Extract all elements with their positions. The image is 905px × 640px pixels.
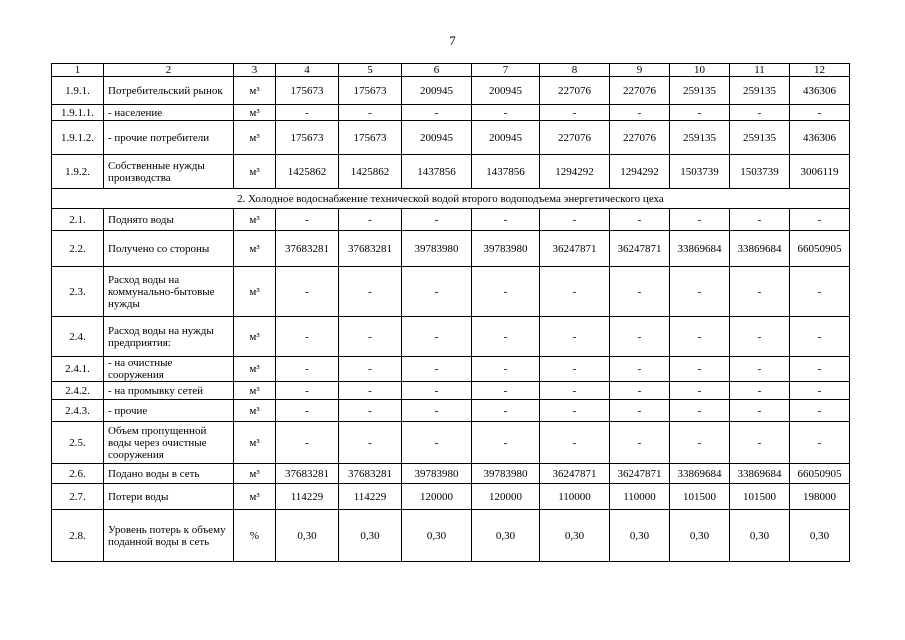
value-cell: 37683281 (276, 464, 339, 484)
row-unit: м³ (234, 400, 276, 422)
value-cell: - (730, 317, 790, 357)
value-cell: - (610, 267, 670, 317)
value-cell: 36247871 (540, 464, 610, 484)
header-cell: 9 (610, 64, 670, 77)
value-cell: - (790, 382, 850, 400)
table-row (52, 121, 850, 155)
table-row (52, 400, 850, 422)
header-cell: 5 (339, 64, 402, 77)
data-table (51, 63, 850, 562)
value-cell: 1425862 (339, 155, 402, 189)
row-name: Поднято воды (104, 209, 234, 231)
value-cell: - (540, 400, 610, 422)
value-cell: 66050905 (790, 231, 850, 267)
value-cell: - (402, 422, 472, 464)
row-name: Расход воды на нужды предприятия: (104, 317, 234, 357)
header-cell: 8 (540, 64, 610, 77)
value-cell: - (670, 357, 730, 382)
value-cell: 39783980 (402, 231, 472, 267)
row-name: Получено со стороны (104, 231, 234, 267)
value-cell: 227076 (540, 77, 610, 105)
value-cell: 37683281 (339, 464, 402, 484)
value-cell: - (540, 357, 610, 382)
value-cell: - (730, 422, 790, 464)
value-cell: - (402, 400, 472, 422)
value-cell: - (670, 422, 730, 464)
row-number: 1.9.1.2. (52, 121, 104, 155)
row-unit: % (234, 510, 276, 562)
row-unit: м³ (234, 105, 276, 121)
row-name: Собственные нужды производства (104, 155, 234, 189)
value-cell: 436306 (790, 121, 850, 155)
table-row (52, 422, 850, 464)
value-cell: 1503739 (670, 155, 730, 189)
value-cell: - (670, 105, 730, 121)
value-cell: - (472, 209, 540, 231)
page-number: 7 (449, 33, 456, 48)
row-name: Объем пропущенной воды через очистные сооружения (104, 422, 234, 464)
value-cell: 0,30 (730, 510, 790, 562)
value-cell: - (402, 317, 472, 357)
value-cell: - (790, 209, 850, 231)
row-number: 2.2. (52, 231, 104, 267)
row-unit: м³ (234, 382, 276, 400)
value-cell: 101500 (730, 484, 790, 510)
value-cell: - (670, 317, 730, 357)
value-cell: - (610, 209, 670, 231)
value-cell: 120000 (402, 484, 472, 510)
value-cell: 175673 (276, 77, 339, 105)
row-unit: м³ (234, 77, 276, 105)
row-unit: м³ (234, 155, 276, 189)
value-cell: 1425862 (276, 155, 339, 189)
value-cell: - (790, 105, 850, 121)
value-cell: - (790, 400, 850, 422)
row-number: 2.3. (52, 267, 104, 317)
value-cell: - (276, 357, 339, 382)
value-cell: 3006119 (790, 155, 850, 189)
value-cell: 120000 (472, 484, 540, 510)
header-cell: 6 (402, 64, 472, 77)
value-cell: - (472, 422, 540, 464)
value-cell: - (670, 209, 730, 231)
header-cell: 3 (234, 64, 276, 77)
value-cell: 39783980 (472, 464, 540, 484)
value-cell: 0,30 (339, 510, 402, 562)
value-cell: - (540, 317, 610, 357)
value-cell: - (790, 317, 850, 357)
value-cell: 0,30 (472, 510, 540, 562)
value-cell: - (276, 105, 339, 121)
value-cell: - (339, 209, 402, 231)
value-cell: 1503739 (730, 155, 790, 189)
value-cell: 114229 (339, 484, 402, 510)
value-cell: - (276, 209, 339, 231)
header-row (52, 64, 850, 77)
value-cell: - (402, 105, 472, 121)
header-cell: 2 (104, 64, 234, 77)
header-cell: 7 (472, 64, 540, 77)
value-cell: - (610, 382, 670, 400)
value-cell: - (339, 105, 402, 121)
value-cell: 227076 (610, 121, 670, 155)
value-cell: 175673 (276, 121, 339, 155)
row-unit: м³ (234, 317, 276, 357)
table-row (52, 357, 850, 382)
value-cell: - (339, 382, 402, 400)
value-cell: - (472, 400, 540, 422)
header-cell: 11 (730, 64, 790, 77)
value-cell: - (276, 317, 339, 357)
row-unit: м³ (234, 484, 276, 510)
value-cell: 200945 (472, 77, 540, 105)
value-cell: - (472, 382, 540, 400)
value-cell: 200945 (402, 77, 472, 105)
value-cell: - (276, 267, 339, 317)
value-cell: 36247871 (610, 231, 670, 267)
row-unit: м³ (234, 464, 276, 484)
value-cell: 227076 (610, 77, 670, 105)
value-cell: - (730, 267, 790, 317)
value-cell: 36247871 (540, 231, 610, 267)
header-cell: 10 (670, 64, 730, 77)
value-cell: - (402, 209, 472, 231)
value-cell: 175673 (339, 121, 402, 155)
row-name: - прочие (104, 400, 234, 422)
row-name: Расход воды на коммунально-бытовые нужды (104, 267, 234, 317)
row-number: 1.9.1. (52, 77, 104, 105)
header-cell: 12 (790, 64, 850, 77)
value-cell: 1437856 (402, 155, 472, 189)
value-cell: - (540, 382, 610, 400)
row-name: Потребительский рынок (104, 77, 234, 105)
value-cell: 436306 (790, 77, 850, 105)
value-cell: - (402, 267, 472, 317)
row-number: 2.5. (52, 422, 104, 464)
value-cell: 0,30 (610, 510, 670, 562)
value-cell: - (472, 357, 540, 382)
value-cell: 39783980 (402, 464, 472, 484)
value-cell: - (472, 105, 540, 121)
value-cell: 1294292 (610, 155, 670, 189)
value-cell: 200945 (472, 121, 540, 155)
value-cell: - (472, 267, 540, 317)
table-row (52, 317, 850, 357)
value-cell: - (730, 105, 790, 121)
table-row (52, 510, 850, 562)
value-cell: - (540, 209, 610, 231)
value-cell: - (610, 357, 670, 382)
row-unit: м³ (234, 121, 276, 155)
value-cell: - (730, 357, 790, 382)
value-cell: - (339, 400, 402, 422)
value-cell: - (276, 422, 339, 464)
value-cell: 200945 (402, 121, 472, 155)
row-unit: м³ (234, 209, 276, 231)
value-cell: 0,30 (670, 510, 730, 562)
table-row (52, 231, 850, 267)
value-cell: - (276, 382, 339, 400)
row-name: Уровень потерь к объему поданной воды в сеть (104, 510, 234, 562)
value-cell: - (730, 382, 790, 400)
value-cell: 259135 (730, 77, 790, 105)
value-cell: 39783980 (472, 231, 540, 267)
row-number: 2.8. (52, 510, 104, 562)
value-cell: 66050905 (790, 464, 850, 484)
value-cell: - (472, 317, 540, 357)
row-name: - население (104, 105, 234, 121)
value-cell: - (339, 267, 402, 317)
value-cell: 37683281 (339, 231, 402, 267)
value-cell: 33869684 (670, 231, 730, 267)
row-number: 2.7. (52, 484, 104, 510)
row-number: 2.4.1. (52, 357, 104, 382)
value-cell: - (730, 400, 790, 422)
table-row (52, 105, 850, 121)
row-name: - прочие потребители (104, 121, 234, 155)
value-cell: 36247871 (610, 464, 670, 484)
value-cell: - (790, 357, 850, 382)
table-row (52, 77, 850, 105)
value-cell: - (402, 382, 472, 400)
value-cell: - (790, 422, 850, 464)
row-name: Потери воды (104, 484, 234, 510)
row-number: 2.4.2. (52, 382, 104, 400)
value-cell: - (339, 317, 402, 357)
row-number: 1.9.1.1. (52, 105, 104, 121)
value-cell: 0,30 (402, 510, 472, 562)
value-cell: - (339, 357, 402, 382)
value-cell: 175673 (339, 77, 402, 105)
value-cell: - (540, 267, 610, 317)
table-row (52, 382, 850, 400)
table-row (52, 209, 850, 231)
section-row (52, 189, 850, 209)
value-cell: - (540, 105, 610, 121)
row-unit: м³ (234, 231, 276, 267)
value-cell: 259135 (670, 77, 730, 105)
header-cell: 4 (276, 64, 339, 77)
value-cell: 227076 (540, 121, 610, 155)
row-number: 1.9.2. (52, 155, 104, 189)
value-cell: 0,30 (540, 510, 610, 562)
value-cell: - (339, 422, 402, 464)
value-cell: 259135 (670, 121, 730, 155)
value-cell: - (540, 422, 610, 464)
value-cell: 33869684 (670, 464, 730, 484)
table-row (52, 267, 850, 317)
value-cell: - (610, 422, 670, 464)
value-cell: 0,30 (276, 510, 339, 562)
value-cell: - (670, 400, 730, 422)
row-unit: м³ (234, 357, 276, 382)
value-cell: 33869684 (730, 231, 790, 267)
table-row (52, 484, 850, 510)
row-number: 2.1. (52, 209, 104, 231)
table-row (52, 155, 850, 189)
value-cell: - (670, 267, 730, 317)
row-unit: м³ (234, 267, 276, 317)
value-cell: - (730, 209, 790, 231)
value-cell: - (790, 267, 850, 317)
value-cell: - (670, 382, 730, 400)
value-cell: - (610, 317, 670, 357)
row-name: - на очистные сооружения (104, 357, 234, 382)
value-cell: 37683281 (276, 231, 339, 267)
row-unit: м³ (234, 422, 276, 464)
value-cell: 259135 (730, 121, 790, 155)
value-cell: 110000 (540, 484, 610, 510)
header-cell: 1 (52, 64, 104, 77)
value-cell: 110000 (610, 484, 670, 510)
value-cell: 198000 (790, 484, 850, 510)
value-cell: 101500 (670, 484, 730, 510)
table-row (52, 464, 850, 484)
row-name: - на промывку сетей (104, 382, 234, 400)
row-number: 2.6. (52, 464, 104, 484)
value-cell: 1294292 (540, 155, 610, 189)
value-cell: - (276, 400, 339, 422)
row-number: 2.4. (52, 317, 104, 357)
value-cell: 114229 (276, 484, 339, 510)
value-cell: 33869684 (730, 464, 790, 484)
row-number: 2.4.3. (52, 400, 104, 422)
value-cell: - (610, 105, 670, 121)
value-cell: 0,30 (790, 510, 850, 562)
value-cell: - (402, 357, 472, 382)
value-cell: - (610, 400, 670, 422)
section-title: 2. Холодное водоснабжение технической водой второго водоподъема энергетического цеха (52, 189, 850, 209)
row-name: Подано воды в сеть (104, 464, 234, 484)
value-cell: 1437856 (472, 155, 540, 189)
